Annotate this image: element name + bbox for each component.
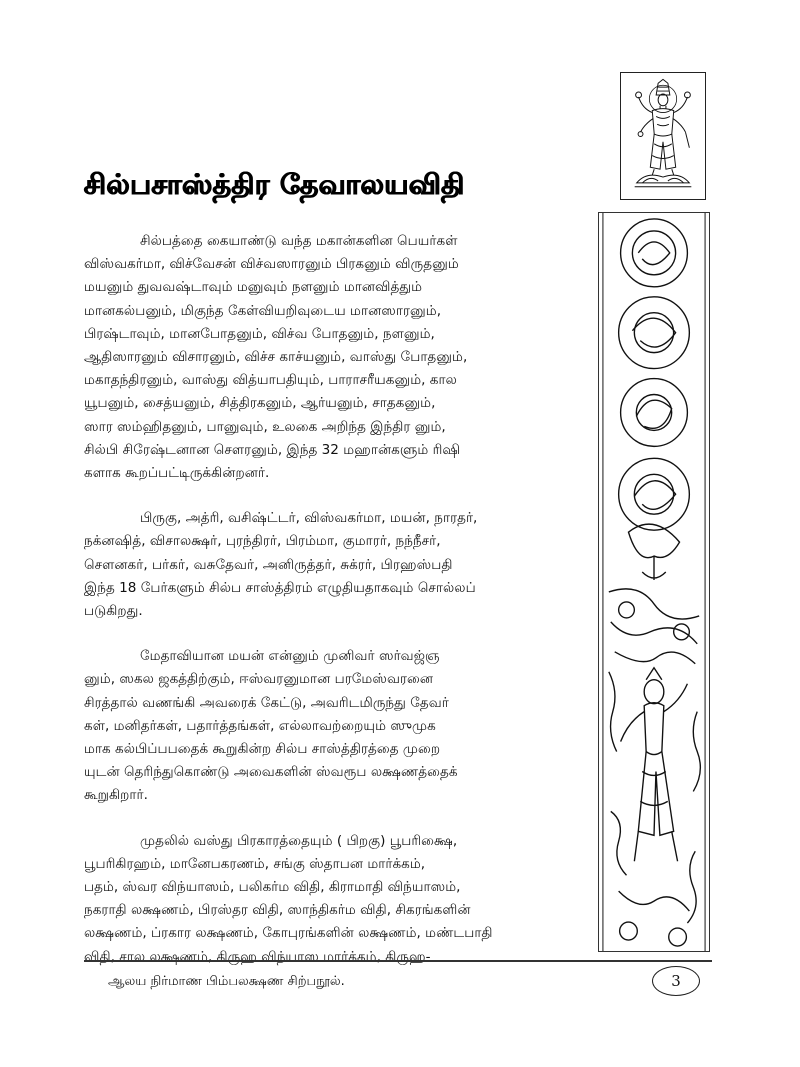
text-line: பிரஷ்டாவும், மானபோதனும், விச்வ போதனும், நளனும்,	[84, 325, 435, 342]
text-line: கூறுகிறார்.	[84, 787, 148, 804]
text-line: மகாதந்திரனும், வாஸ்து வித்யாபதியும், பாராசரீயகனும், கால	[84, 372, 457, 389]
text-line: விஸ்வகர்மா, விச்வேசன் விச்வஸாரனும் பிரகனும் விருதனும்	[84, 256, 459, 273]
text-line: களாக கூறப்பட்டிருக்கின்றனர்.	[84, 465, 270, 482]
text-line: சௌனகர், பர்கர், வசுதேவர், அனிருத்தர், சுக்ரர், பிரஹஸ்பதி	[84, 556, 453, 573]
text-line: மேதாவியான மயன் என்னும் முனிவர் ஸர்வஜ்ஞ	[140, 648, 440, 665]
text-line: இந்த 18 பேர்களும் சில்ப சாஸ்த்திரம் எழுதியதாகவும் சொல்லப்	[84, 579, 476, 596]
paragraph-topics	[84, 830, 596, 969]
paragraph-mayan	[84, 645, 596, 807]
text-line: நக்னஷித், விசாலக்ஷர், புரந்திரர், பிரம்மா, குமாரர், நந்நீசர்,	[84, 533, 441, 550]
text-line: மானகல்பனும், மிகுந்த கேள்வியறிவுடைய மானஸாரனும்,	[84, 302, 442, 319]
text-line: படுகிறது.	[84, 603, 143, 620]
ornamental-border	[598, 212, 710, 952]
text-line: மயனும் துவவஷ்டாவும் மனுவும் நளனும் மானவித்தும்	[84, 279, 423, 296]
text-line: முதலில் வஸ்து பிரகாரத்தையும் ( பிறகு) பூபரிக்ஷை,	[140, 832, 458, 849]
text-line: கள், மனிதர்கள், பதார்த்தங்கள், எல்லாவற்றையும் ஸுமுக	[84, 717, 436, 734]
deity-illustration-icon	[621, 73, 705, 199]
text-line: ஆதிஸாரனும் விசாரனும், விச்ச காச்யனும், வாஸ்து போதனும்,	[84, 349, 468, 366]
ornament-vine-icon	[599, 213, 709, 951]
text-line: யூபனும், சைத்யனும், சித்திரகனும், ஆர்யனும், சாதகனும்,	[84, 395, 436, 412]
footer-book-title: ஆலய நிர்மாண பிம்பலக்ஷண சிற்பநூல்.	[108, 974, 345, 989]
page-number: 3	[652, 966, 700, 996]
text-line: விதி, சால லக்ஷணம், கிருஹ விந்யாஸ மார்க்கம், கிருஹ-	[84, 948, 431, 965]
text-line: சில்பி சிரேஷ்டனான சௌரனும், இந்த 32 மஹான்களும் ரிஷி	[84, 441, 461, 458]
body-text	[84, 230, 596, 991]
page-title: சில்பசாஸ்த்திர தேவாலயவிதி	[84, 168, 465, 201]
text-line: பூபரிகிரஹம், மானேபகரணம், சங்கு ஸ்தாபன மார்க்கம்,	[84, 855, 426, 872]
text-line: மாக கல்பிப்பபதைக் கூறுகின்ற சில்ப சாஸ்த்திரத்தை முறை	[84, 741, 441, 758]
text-line: னும், ஸகல ஜகத்திற்கும், ஈஸ்வரனுமான பரமேஸ்வரனை	[84, 671, 434, 688]
text-line: லக்ஷணம், ப்ரகார லக்ஷணம், கோபுரங்களின் லக்ஷணம், மண்டபாதி	[84, 925, 493, 942]
text-line: பதம், ஸ்வர விந்யாஸம், பலிகர்ம விதி, கிராமாதி விந்யாஸம்,	[84, 879, 461, 896]
text-line: யுடன் தெரிந்துகொண்டு அவைகளின் ஸ்வரூப லக்ஷணத்தைக்	[84, 764, 458, 781]
text-line: சில்பத்தை கையாண்டு வந்த மகான்களின பெயர்கள்	[140, 233, 458, 249]
deity-illustration-box	[620, 72, 706, 200]
text-line: பிருகு, அத்ரி, வசிஷ்ட்டர், விஸ்வகர்மா, மயன், நாரதர்,	[140, 510, 478, 527]
text-line: நகராதி லக்ஷணம், பிரஸ்தர விதி, ஸாந்திகர்ம விதி, சிகரங்களின்	[84, 902, 471, 919]
footer-divider	[84, 960, 712, 962]
text-line: சிரத்தால் வணங்கி அவரைக் கேட்டு, அவரிடமிருந்து தேவர்	[84, 694, 449, 711]
paragraph-sages	[84, 230, 596, 485]
paragraph-eighteen-authors	[84, 507, 596, 623]
text-line: ஸார ஸம்ஹிதனும், பானுவும், உலகை அறிந்த இந்திர னும்,	[84, 418, 446, 435]
